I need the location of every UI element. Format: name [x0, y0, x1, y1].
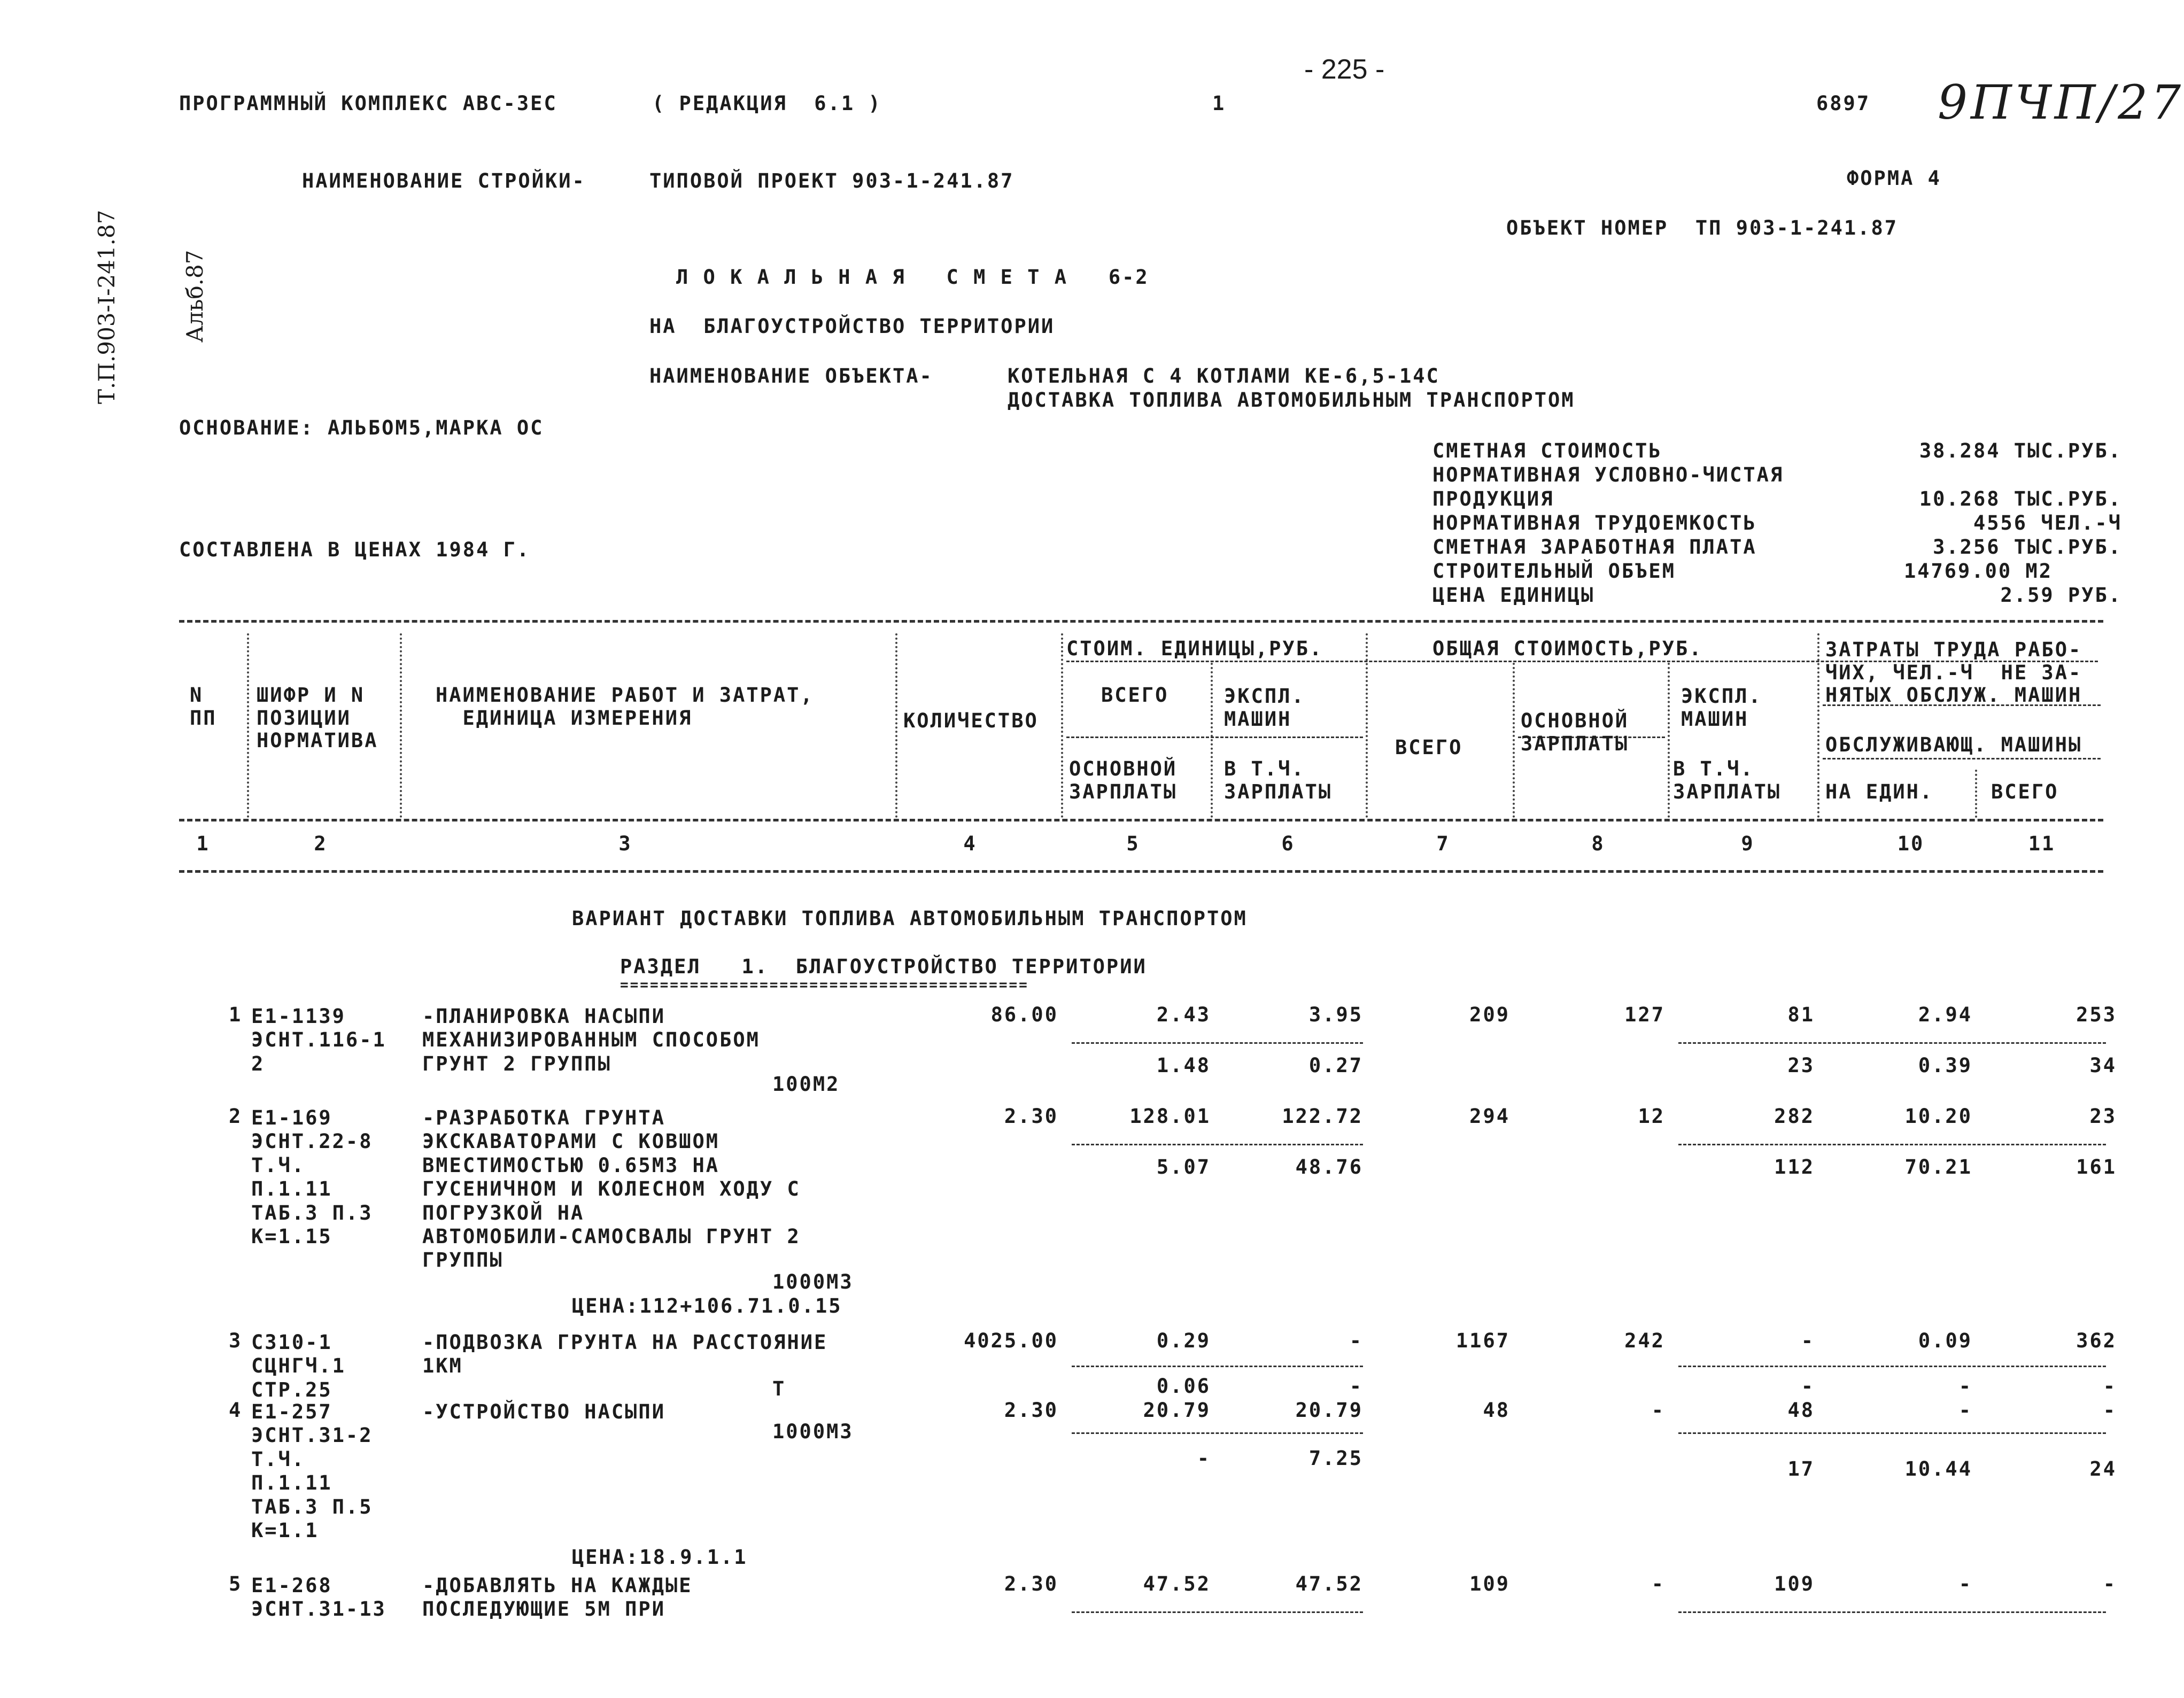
table-rule — [179, 620, 2103, 623]
row-unit-salary: 1.48 — [1156, 1054, 1211, 1077]
row-labor-total: 23 — [2089, 1105, 2117, 1128]
price-level: СОСТАВЛЕНА В ЦЕНАХ 1984 Г. — [179, 538, 531, 561]
summary-value: 4556 ЧЕЛ.-Ч — [1973, 511, 2122, 534]
col-header-n: N ПП — [190, 684, 217, 730]
summary-label: НОРМАТИВНАЯ ТРУДОЕМКОСТЬ — [1432, 511, 1757, 534]
variant-title: ВАРИАНТ ДОСТАВКИ ТОПЛИВА АВТОМОБИЛЬНЫМ ТРАНСПОРТОМ — [572, 907, 1248, 930]
object-number: ОБЪЕКТ НОМЕР ТП 903-1-241.87 — [1506, 216, 1899, 239]
column-number: 6 — [1281, 832, 1295, 855]
col-header-code: ШИФР И N ПОЗИЦИИ НОРМАТИВА — [257, 684, 378, 753]
column-number: 9 — [1741, 832, 1755, 855]
side-stamp-line-1: Т.П.903-I-241.87 — [94, 210, 120, 404]
col-header-machines: ЭКСПЛ. МАШИН — [1224, 685, 1305, 731]
row-unit-machines: 20.79 — [1295, 1399, 1363, 1422]
row-unit-salary: 0.06 — [1156, 1375, 1211, 1398]
row-name: -ПОДВОЗКА ГРУНТА НА РАССТОЯНИЕ 1КМ — [422, 1331, 828, 1378]
table-rule — [179, 870, 2103, 873]
row-name: -ПЛАНИРОВКА НАСЫПИ МЕХАНИЗИРОВАННЫМ СПОСОБОМ ГРУНТ 2 ГРУППЫ — [422, 1005, 760, 1075]
row-subrule — [1072, 1042, 1363, 1044]
row-salary: 12 — [1638, 1105, 1665, 1128]
col-header-total-machines: ЭКСПЛ. МАШИН — [1681, 685, 1762, 731]
row-labor-total: 362 — [2076, 1329, 2117, 1352]
row-machines: 48 — [1787, 1399, 1815, 1422]
row-qty: 86.00 — [990, 1003, 1058, 1026]
column-number: 10 — [1897, 832, 1925, 855]
column-number: 3 — [618, 832, 632, 855]
row-subrule — [1678, 1611, 2106, 1613]
edition: ( РЕДАКЦИЯ 6.1 ) — [652, 92, 882, 115]
row-labor-unit: 0.09 — [1918, 1329, 1972, 1352]
col-header-unit-cost: СТОИМ. ЕДИНИЦЫ,РУБ. — [1066, 637, 1323, 660]
header-rule — [1823, 758, 2101, 759]
row-unit-machine-salary: 0.27 — [1308, 1054, 1363, 1077]
col-header-base-salary: ОСНОВНОЙ ЗАРПЛАТЫ — [1069, 757, 1178, 803]
row-unit-machines: 122.72 — [1282, 1105, 1363, 1128]
row-code: Е1-268 ЭСНТ.31-13 — [251, 1574, 386, 1621]
row-labor-unit: 2.94 — [1918, 1003, 1972, 1026]
row-labor-unit: - — [1958, 1399, 1972, 1422]
document-code: 6897 — [1816, 92, 1871, 115]
row-machines: - — [1801, 1329, 1815, 1352]
construction-label: НАИМЕНОВАНИЕ СТРОЙКИ- — [302, 169, 586, 192]
program-name: ПРОГРАММНЫЙ КОМПЛЕКС АВС-3ЕС — [179, 92, 557, 115]
col-header-total-all: ВСЕГО — [1395, 736, 1463, 759]
row-name: -РАЗРАБОТКА ГРУНТА ЭКСКАВАТОРАМИ С КОВШОМ ВМЕСТИМОСТЬЮ 0.65М3 НА ГУСЕНИЧНОМ И КОЛЕСНОМ ХОДУ С ПОГРУЗКОЙ НА АВТОМОБИЛИ-САМОСВАЛЫ ГРУНТ 2 ГРУППЫ — [422, 1106, 801, 1272]
row-unit-machine-salary: - — [1349, 1375, 1363, 1398]
row-price-note: ЦЕНА:18.9.1.1 — [572, 1546, 748, 1569]
summary-value: 2.59 РУБ. — [2000, 584, 2122, 607]
summary-label: ЦЕНА ЕДИНИЦЫ — [1432, 584, 1595, 607]
col-header-total-cost: ОБЩАЯ СТОИМОСТЬ,РУБ. — [1432, 637, 1703, 660]
col-header-total-labor: ВСЕГО — [1991, 780, 2059, 803]
side-stamp-line-2: Альб.87 — [182, 250, 208, 343]
summary-label: СТРОИТЕЛЬНЫЙ ОБЪЕМ — [1432, 560, 1676, 583]
row-unit-total: 128.01 — [1129, 1105, 1211, 1128]
row-unit-total: 20.79 — [1143, 1399, 1211, 1422]
col-header-name: НАИМЕНОВАНИЕ РАБОТ И ЗАТРАТ, ЕДИНИЦА ИЗМЕРЕНИЯ — [436, 684, 814, 730]
row-subrule — [1678, 1432, 2106, 1434]
row-service-unit: 70.21 — [1904, 1156, 1972, 1178]
row-labor-total: - — [2103, 1572, 2117, 1595]
table-rule — [179, 819, 2103, 821]
row-salary: - — [1651, 1399, 1665, 1422]
row-qty: 2.30 — [1004, 1572, 1058, 1595]
row-machines: 109 — [1774, 1572, 1815, 1595]
row-service-unit: 0.39 — [1918, 1054, 1972, 1077]
row-total: 109 — [1469, 1572, 1510, 1595]
row-subrule — [1678, 1366, 2106, 1367]
row-qty: 4025.00 — [964, 1329, 1058, 1352]
row-number: 5 — [229, 1572, 243, 1595]
row-labor-unit: 10.20 — [1904, 1105, 1972, 1128]
row-machines: 81 — [1787, 1003, 1815, 1026]
object-value-1: КОТЕЛЬНАЯ С 4 КОТЛАМИ КЕ-6,5-14С — [1008, 365, 1440, 387]
row-total: 209 — [1469, 1003, 1510, 1026]
row-service-total: 24 — [2089, 1457, 2117, 1480]
row-name: -УСТРОЙСТВО НАСЫПИ — [422, 1400, 665, 1423]
column-number: 4 — [963, 832, 977, 855]
sheet-number: 1 — [1212, 92, 1226, 115]
column-separator — [1061, 633, 1063, 818]
row-code: Е1-1139 ЭСНТ.116-1 2 — [251, 1005, 386, 1075]
row-unit-total: 0.29 — [1156, 1329, 1211, 1352]
row-qty: 2.30 — [1004, 1399, 1058, 1422]
col-header-total-incl-salary: В Т.Ч. ЗАРПЛАТЫ — [1673, 757, 1782, 803]
row-number: 2 — [229, 1105, 243, 1128]
summary-label: ПРОДУКЦИЯ — [1432, 487, 1554, 510]
row-machine-salary: 112 — [1774, 1156, 1815, 1178]
row-salary: 127 — [1624, 1003, 1665, 1026]
basis: ОСНОВАНИЕ: АЛЬБОМ5,МАРКА ОС — [179, 416, 544, 439]
col-header-per-unit: НА ЕДИН. — [1825, 780, 1934, 803]
header-rule — [1066, 736, 1363, 738]
row-code: Е1-169 ЭСНТ.22-8 Т.Ч. П.1.11 ТАБ.3 П.3 К=1.15 — [251, 1106, 373, 1248]
section-underline: ========================================= — [620, 977, 1029, 993]
row-unit-machines: 3.95 — [1308, 1003, 1363, 1026]
column-number: 7 — [1436, 832, 1450, 855]
row-unit-salary: 5.07 — [1156, 1156, 1211, 1178]
row-unit: 1000М3 — [772, 1270, 854, 1293]
row-subrule — [1072, 1144, 1363, 1145]
row-total: 1167 — [1455, 1329, 1510, 1352]
column-number: 5 — [1126, 832, 1140, 855]
summary-value: 14769.00 М2 — [1903, 560, 2053, 583]
row-subrule — [1678, 1042, 2106, 1044]
column-separator — [1211, 663, 1213, 818]
row-unit-total: 2.43 — [1156, 1003, 1211, 1026]
column-number: 11 — [2028, 832, 2056, 855]
row-machine-salary: - — [1801, 1375, 1815, 1398]
row-subrule — [1678, 1144, 2106, 1145]
row-name: -ДОБАВЛЯТЬ НА КАЖДЫЕ ПОСЛЕДУЮЩИЕ 5М ПРИ — [422, 1574, 693, 1621]
row-unit-salary: - — [1197, 1447, 1211, 1470]
row-total: 48 — [1483, 1399, 1510, 1422]
column-number: 1 — [196, 832, 210, 855]
row-service-unit: 10.44 — [1904, 1457, 1972, 1480]
row-salary: - — [1651, 1572, 1665, 1595]
construction-value: ТИПОВОЙ ПРОЕКТ 903-1-241.87 — [649, 169, 1014, 192]
section-title: РАЗДЕЛ 1. БЛАГОУСТРОЙСТВО ТЕРРИТОРИИ — [620, 955, 1147, 978]
summary-label: СМЕТНАЯ СТОИМОСТЬ — [1432, 439, 1662, 462]
row-code: Е1-257 ЭСНТ.31-2 Т.Ч. П.1.11 ТАБ.3 П.5 К=1.1 — [251, 1400, 373, 1542]
row-unit-machine-salary: 48.76 — [1295, 1156, 1363, 1178]
side-stamp — [59, 123, 208, 422]
col-header-qty: КОЛИЧЕСТВО — [903, 709, 1039, 732]
row-price-note: ЦЕНА:112+106.71.0.15 — [572, 1294, 842, 1317]
column-number: 8 — [1591, 832, 1605, 855]
row-labor-unit: - — [1958, 1572, 1972, 1595]
form-label: ФОРМА 4 — [1847, 167, 1941, 190]
row-unit-machines: 47.52 — [1295, 1572, 1363, 1595]
row-total: 294 — [1469, 1105, 1510, 1128]
summary-value: 3.256 ТЫС.РУБ. — [1933, 536, 2122, 559]
object-value-2: ДОСТАВКА ТОПЛИВА АВТОМОБИЛЬНЫМ ТРАНСПОРТОМ — [1008, 389, 1575, 412]
row-service-total: 161 — [2076, 1156, 2117, 1178]
row-service-total: - — [2103, 1375, 2117, 1398]
row-unit: Т — [772, 1377, 786, 1400]
column-separator — [1513, 663, 1515, 818]
estimate-subtitle: НА БЛАГОУСТРОЙСТВО ТЕРРИТОРИИ — [649, 315, 1055, 338]
row-unit-total: 47.52 — [1143, 1572, 1211, 1595]
summary-label: НОРМАТИВНАЯ УСЛОВНО-ЧИСТАЯ — [1432, 463, 1784, 486]
column-separator — [400, 633, 402, 818]
row-machine-salary: 17 — [1787, 1457, 1815, 1480]
row-service-total: 34 — [2089, 1054, 2117, 1077]
row-subrule — [1072, 1366, 1363, 1367]
row-qty: 2.30 — [1004, 1105, 1058, 1128]
row-unit: 100М2 — [772, 1073, 840, 1096]
row-labor-total: 253 — [2076, 1003, 2117, 1026]
summary-value: 38.284 ТЫС.РУБ. — [1919, 439, 2122, 462]
column-separator — [1668, 663, 1670, 818]
row-number: 4 — [229, 1399, 243, 1422]
column-separator — [247, 633, 249, 818]
row-unit-machine-salary: 7.25 — [1308, 1447, 1363, 1470]
estimate-title: Л О К А Л Ь Н А Я С М Е Т А 6-2 — [676, 266, 1149, 289]
col-header-total-salary: ОСНОВНОЙ ЗАРПЛАТЫ — [1521, 709, 1629, 755]
col-header-machine-service: ОБСЛУЖИВАЮЩ. МАШИНЫ — [1825, 733, 2082, 756]
page-number: - 225 - — [1304, 54, 1385, 85]
column-number: 2 — [314, 832, 328, 855]
row-unit-machines: - — [1349, 1329, 1363, 1352]
row-code: С310-1 СЦНГЧ.1 СТР.25 — [251, 1331, 346, 1401]
row-unit: 1000М3 — [772, 1420, 854, 1443]
row-service-unit: - — [1958, 1375, 1972, 1398]
row-labor-total: - — [2103, 1399, 2117, 1422]
row-machines: 282 — [1774, 1105, 1815, 1128]
object-label: НАИМЕНОВАНИЕ ОБЪЕКТА- — [649, 365, 933, 387]
row-machine-salary: 23 — [1787, 1054, 1815, 1077]
column-separator — [1975, 770, 1977, 818]
row-number: 3 — [229, 1329, 243, 1352]
summary-value: 10.268 ТЫС.РУБ. — [1919, 487, 2122, 510]
col-header-total: ВСЕГО — [1101, 684, 1169, 707]
summary-label: СМЕТНАЯ ЗАРАБОТНАЯ ПЛАТА — [1432, 536, 1757, 559]
row-salary: 242 — [1624, 1329, 1665, 1352]
row-subrule — [1072, 1432, 1363, 1434]
row-number: 1 — [229, 1003, 243, 1026]
col-header-incl-salary: В Т.Ч. ЗАРПЛАТЫ — [1224, 757, 1333, 803]
column-separator — [895, 633, 897, 818]
handwritten-code: 9ПЧП/27 — [1938, 75, 2184, 130]
col-header-labor: ЗАТРАТЫ ТРУДА РАБО- ЧИХ, ЧЕЛ.-Ч НЕ ЗА- НЯТЫХ ОБСЛУЖ. МАШИН — [1825, 638, 2082, 707]
row-subrule — [1072, 1611, 1363, 1613]
